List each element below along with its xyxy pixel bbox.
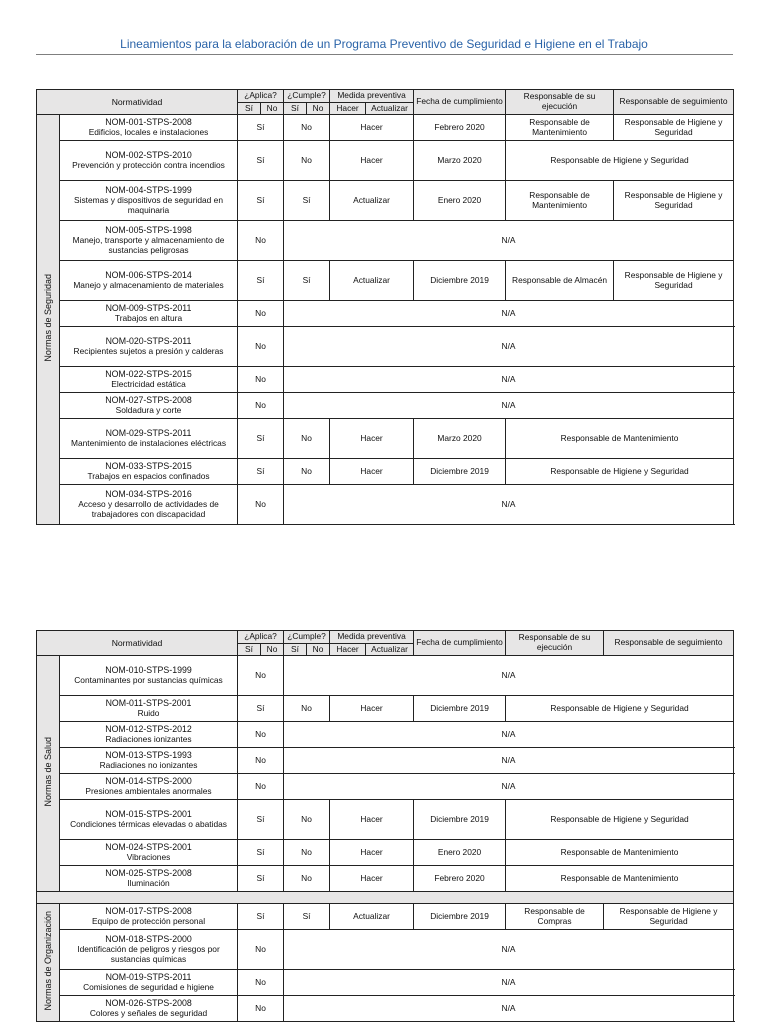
aplica-cell: Sí (238, 904, 284, 930)
fecha-cell: Febrero 2020 (414, 115, 506, 141)
norm-description: Manejo, transporte y almacenamiento de sustancias peligrosas (72, 234, 225, 255)
norm-description: Radiaciones no ionizantes (99, 759, 198, 770)
norm-cell (60, 840, 238, 866)
cumple-cell: No (284, 459, 330, 485)
header-normatividad: Normatividad (37, 631, 238, 656)
responsable-cell: Responsable de Mantenimiento (506, 840, 734, 866)
table-row (37, 327, 734, 367)
table-row (37, 367, 734, 393)
norm-description: Soldadura y corte (115, 404, 182, 415)
not-applicable-cell: N/A (284, 996, 734, 1022)
cumple-cell: No (284, 800, 330, 840)
table-row (37, 696, 734, 722)
norm-description: Equipo de protección personal (91, 915, 206, 926)
header-resp-seguimiento: Responsable de seguimiento (604, 631, 734, 656)
responsable-cell: Responsable de Higiene y Seguridad (506, 459, 734, 485)
table-row (37, 722, 734, 748)
not-applicable-cell: N/A (284, 393, 734, 419)
responsable-ejecucion-cell: Responsable de Almacén (506, 261, 614, 301)
table-row (37, 261, 734, 301)
norm-description: Edificios, locales e instalaciones (88, 126, 209, 137)
fecha-cell: Diciembre 2019 (414, 696, 506, 722)
norm-cell (60, 327, 238, 367)
header-aplica-si: Sí (238, 103, 261, 115)
header-cumple: ¿Cumple? (284, 90, 330, 103)
norm-code: NOM-019-STPS-2011 (105, 972, 192, 983)
table-row (37, 996, 734, 1022)
header-actualizar: Actualizar (366, 103, 414, 115)
norm-description: Acceso y desarrollo de actividades de trabajadores con discapacidad (78, 498, 219, 519)
norm-description: Contaminantes por sustancias químicas (74, 674, 223, 685)
header-aplica-no: No (261, 644, 284, 656)
norm-cell (60, 221, 238, 261)
table-row (37, 866, 734, 892)
aplica-cell: No (238, 774, 284, 800)
not-applicable-cell: N/A (284, 656, 734, 696)
medida-cell: Actualizar (330, 181, 414, 221)
cumple-cell: No (284, 115, 330, 141)
norm-cell (60, 367, 238, 393)
header-cumple-no: No (307, 644, 330, 656)
table-row (37, 485, 734, 525)
norm-code: NOM-001-STPS-2008 (105, 117, 192, 128)
norm-cell (60, 115, 238, 141)
not-applicable-cell: N/A (284, 485, 734, 525)
table-row (37, 656, 734, 696)
section-separator (37, 892, 734, 904)
norm-cell (60, 970, 238, 996)
norm-description: Sistemas y dispositivos de seguridad en maquinaria (74, 194, 223, 215)
category-label-cell (37, 904, 60, 1022)
norm-code: NOM-022-STPS-2015 (105, 369, 192, 380)
medida-cell: Hacer (330, 459, 414, 485)
norm-description: Recipientes sujetos a presión y calderas (73, 345, 224, 356)
norm-cell (60, 181, 238, 221)
responsable-ejecucion-cell: Responsable de Mantenimiento (506, 181, 614, 221)
health-norms-table (36, 630, 734, 1022)
norm-code: NOM-011-STPS-2001 (105, 698, 192, 709)
medida-cell: Hacer (330, 840, 414, 866)
norm-description: Manejo y almacenamiento de materiales (73, 279, 224, 290)
fecha-cell: Diciembre 2019 (414, 261, 506, 301)
header-fecha: Fecha de cumplimiento (414, 90, 506, 115)
aplica-cell: No (238, 722, 284, 748)
aplica-cell: No (238, 656, 284, 696)
responsable-cell: Responsable de Higiene y Seguridad (506, 141, 734, 181)
norm-code: NOM-017-STPS-2008 (105, 906, 192, 917)
responsable-cell: Responsable de Mantenimiento (506, 866, 734, 892)
aplica-cell: No (238, 996, 284, 1022)
fecha-cell: Diciembre 2019 (414, 800, 506, 840)
norm-code: NOM-010-STPS-1999 (105, 665, 192, 676)
norm-cell (60, 393, 238, 419)
not-applicable-cell: N/A (284, 327, 734, 367)
norm-code: NOM-027-STPS-2008 (105, 395, 192, 406)
aplica-cell: Sí (238, 115, 284, 141)
fecha-cell: Marzo 2020 (414, 419, 506, 459)
table-row (37, 774, 734, 800)
norm-code: NOM-018-STPS-2000 (105, 934, 192, 945)
aplica-cell: Sí (238, 261, 284, 301)
norm-cell (60, 301, 238, 327)
fecha-cell: Febrero 2020 (414, 866, 506, 892)
norm-description: Trabajos en altura (114, 312, 183, 323)
norm-code: NOM-002-STPS-2010 (105, 150, 192, 161)
table-row (37, 800, 734, 840)
medida-cell: Hacer (330, 696, 414, 722)
category-label: Normas de Salud (42, 737, 53, 807)
aplica-cell: No (238, 327, 284, 367)
norm-cell (60, 774, 238, 800)
norm-cell (60, 141, 238, 181)
norm-cell (60, 419, 238, 459)
cumple-cell: No (284, 141, 330, 181)
cumple-cell: No (284, 866, 330, 892)
header-aplica-si: Sí (238, 644, 261, 656)
norm-code: NOM-015-STPS-2001 (105, 809, 192, 820)
norm-description: Colores y señales de seguridad (89, 1007, 208, 1018)
header-fecha: Fecha de cumplimiento (414, 631, 506, 656)
norm-cell (60, 485, 238, 525)
norm-cell (60, 866, 238, 892)
title-rule (36, 54, 733, 55)
norm-description: Mantenimiento de instalaciones eléctricas (70, 437, 227, 448)
category-label-cell (37, 656, 60, 892)
norm-description: Identificación de peligros y riesgos por sustancias químicas (77, 943, 220, 964)
table-row (37, 970, 734, 996)
medida-cell: Hacer (330, 800, 414, 840)
not-applicable-cell: N/A (284, 221, 734, 261)
norm-code: NOM-024-STPS-2001 (105, 842, 192, 853)
table-row (37, 221, 734, 261)
aplica-cell: No (238, 221, 284, 261)
table-row (37, 301, 734, 327)
aplica-cell: Sí (238, 141, 284, 181)
aplica-cell: No (238, 748, 284, 774)
header-actualizar: Actualizar (366, 644, 414, 656)
medida-cell: Hacer (330, 115, 414, 141)
cumple-cell: Sí (284, 261, 330, 301)
norm-code: NOM-034-STPS-2016 (105, 489, 192, 500)
norm-cell (60, 800, 238, 840)
norm-code: NOM-029-STPS-2011 (105, 428, 192, 439)
aplica-cell: Sí (238, 419, 284, 459)
fecha-cell: Diciembre 2019 (414, 459, 506, 485)
cumple-cell: Sí (284, 904, 330, 930)
table-row (37, 904, 734, 930)
not-applicable-cell: N/A (284, 301, 734, 327)
aplica-cell: No (238, 930, 284, 970)
header-aplica: ¿Aplica? (238, 90, 284, 103)
norm-cell (60, 696, 238, 722)
norm-description: Vibraciones (126, 851, 171, 862)
table-row (37, 393, 734, 419)
norm-code: NOM-033-STPS-2015 (105, 461, 192, 472)
responsable-seguimiento-cell: Responsable de Higiene y Seguridad (604, 904, 734, 930)
aplica-cell: Sí (238, 840, 284, 866)
aplica-cell: Sí (238, 696, 284, 722)
aplica-cell: No (238, 393, 284, 419)
header-hacer: Hacer (330, 103, 366, 115)
norm-cell (60, 459, 238, 485)
not-applicable-cell: N/A (284, 722, 734, 748)
responsable-seguimiento-cell: Responsable de Higiene y Seguridad (614, 261, 734, 301)
norm-description: Ruido (137, 707, 160, 718)
medida-cell: Hacer (330, 866, 414, 892)
header-medida: Medida preventiva (330, 631, 414, 644)
medida-cell: Actualizar (330, 261, 414, 301)
aplica-cell: No (238, 367, 284, 393)
aplica-cell: Sí (238, 181, 284, 221)
header-cumple-si: Sí (284, 644, 307, 656)
cumple-cell: Sí (284, 181, 330, 221)
norm-description: Trabajos en espacios confinados (87, 470, 210, 481)
fecha-cell: Enero 2020 (414, 181, 506, 221)
aplica-cell: No (238, 485, 284, 525)
norm-cell (60, 996, 238, 1022)
fecha-cell: Diciembre 2019 (414, 904, 506, 930)
norm-code: NOM-026-STPS-2008 (105, 998, 192, 1009)
header-aplica: ¿Aplica? (238, 631, 284, 644)
header-cumple-no: No (307, 103, 330, 115)
norm-description: Presiones ambientales anormales (85, 785, 212, 796)
aplica-cell: Sí (238, 800, 284, 840)
aplica-cell: Sí (238, 459, 284, 485)
table-row (37, 930, 734, 970)
norm-description: Electricidad estática (111, 378, 186, 389)
norm-code: NOM-005-STPS-1998 (105, 225, 192, 236)
header-aplica-no: No (261, 103, 284, 115)
norm-description: Iluminación (127, 877, 170, 888)
responsable-cell: Responsable de Higiene y Seguridad (506, 696, 734, 722)
header-cumple-si: Sí (284, 103, 307, 115)
aplica-cell: No (238, 301, 284, 327)
norm-cell (60, 930, 238, 970)
medida-cell: Hacer (330, 141, 414, 181)
responsable-ejecucion-cell: Responsable de Mantenimiento (506, 115, 614, 141)
table-row (37, 181, 734, 221)
table-row (37, 459, 734, 485)
norm-code: NOM-013-STPS-1993 (105, 750, 192, 761)
document-title: Lineamientos para la elaboración de un Programa Preventivo de Seguridad e Higiene en el Trabajo (120, 37, 648, 51)
fecha-cell: Marzo 2020 (414, 141, 506, 181)
norm-cell (60, 261, 238, 301)
header-hacer: Hacer (330, 644, 366, 656)
responsable-seguimiento-cell: Responsable de Higiene y Seguridad (614, 181, 734, 221)
norm-code: NOM-006-STPS-2014 (105, 270, 192, 281)
not-applicable-cell: N/A (284, 970, 734, 996)
norm-code: NOM-012-STPS-2012 (105, 724, 192, 735)
cumple-cell: No (284, 840, 330, 866)
norm-description: Condiciones térmicas elevadas o abatidas (70, 818, 227, 829)
norm-cell (60, 722, 238, 748)
not-applicable-cell: N/A (284, 748, 734, 774)
medida-cell: Hacer (330, 419, 414, 459)
table-row (37, 840, 734, 866)
header-normatividad: Normatividad (37, 90, 238, 115)
not-applicable-cell: N/A (284, 367, 734, 393)
safety-norms-table (36, 89, 734, 525)
category-label-cell (37, 115, 60, 525)
not-applicable-cell: N/A (284, 930, 734, 970)
header-cumple: ¿Cumple? (284, 631, 330, 644)
fecha-cell: Enero 2020 (414, 840, 506, 866)
norm-cell (60, 656, 238, 696)
header-resp-ejecucion: Responsable de su ejecución (506, 90, 614, 115)
responsable-ejecucion-cell: Responsable de Compras (506, 904, 604, 930)
norm-description: Radiaciones ionizantes (105, 733, 192, 744)
not-applicable-cell: N/A (284, 774, 734, 800)
header-resp-ejecucion: Responsable de su ejecución (506, 631, 604, 656)
responsable-cell: Responsable de Mantenimiento (506, 419, 734, 459)
cumple-cell: No (284, 419, 330, 459)
category-label: Normas de Seguridad (42, 274, 53, 362)
table-row (37, 115, 734, 141)
separator-cell (37, 892, 734, 904)
responsable-cell: Responsable de Higiene y Seguridad (506, 800, 734, 840)
norm-cell (60, 904, 238, 930)
header-resp-seguimiento: Responsable de seguimiento (614, 90, 734, 115)
header-medida: Medida preventiva (330, 90, 414, 103)
table-row (37, 419, 734, 459)
cumple-cell: No (284, 696, 330, 722)
medida-cell: Actualizar (330, 904, 414, 930)
norm-code: NOM-009-STPS-2011 (105, 303, 192, 314)
responsable-seguimiento-cell: Responsable de Higiene y Seguridad (614, 115, 734, 141)
norm-code: NOM-014-STPS-2000 (105, 776, 192, 787)
norm-cell (60, 748, 238, 774)
norm-code: NOM-004-STPS-1999 (105, 185, 192, 196)
norm-description: Prevención y protección contra incendios (72, 159, 225, 170)
norm-code: NOM-025-STPS-2008 (105, 868, 192, 879)
table-row (37, 748, 734, 774)
norm-description: Comisiones de seguridad e higiene (83, 981, 214, 992)
norm-code: NOM-020-STPS-2011 (105, 336, 192, 347)
aplica-cell: No (238, 970, 284, 996)
aplica-cell: Sí (238, 866, 284, 892)
category-label: Normas de Organización (42, 911, 53, 1011)
table-row (37, 141, 734, 181)
